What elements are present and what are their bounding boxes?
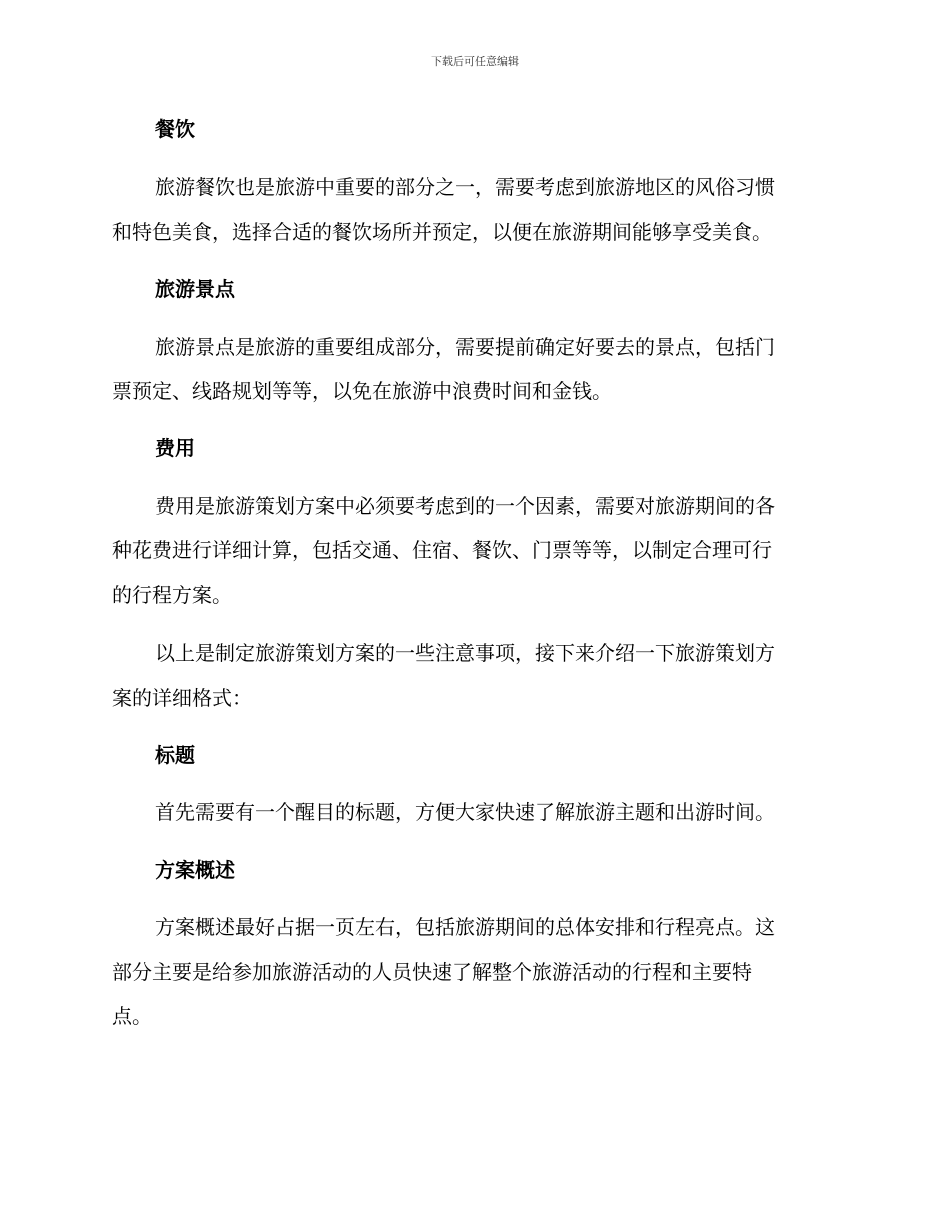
paragraph-cost-line-2: 种花费进行详细计算，包括交通、住宿、餐饮、门票等等，以制定合理可行	[112, 538, 772, 562]
heading-catering: 餐饮	[155, 117, 195, 141]
heading-title: 标题	[155, 743, 195, 767]
paragraph-intro-line-2: 案的详细格式：	[112, 686, 252, 710]
paragraph-overview-line-3: 点。	[112, 1004, 152, 1028]
paragraph-overview-line-1: 方案概述最好占据一页左右，包括旅游期间的总体安排和行程亮点。这	[155, 915, 775, 939]
heading-overview: 方案概述	[155, 858, 235, 882]
heading-attractions: 旅游景点	[155, 277, 235, 301]
paragraph-attractions-line-2: 票预定、线路规划等等，以免在旅游中浪费时间和金钱。	[112, 379, 612, 403]
paragraph-intro-line-1: 以上是制定旅游策划方案的一些注意事项，接下来介绍一下旅游策划方	[155, 641, 775, 665]
paragraph-catering-line-2: 和特色美食，选择合适的餐饮场所并预定，以便在旅游期间能够享受美食。	[112, 220, 772, 244]
paragraph-title-line-1: 首先需要有一个醒目的标题，方便大家快速了解旅游主题和出游时间。	[155, 800, 775, 824]
paragraph-cost-line-1: 费用是旅游策划方案中必须要考虑到的一个因素，需要对旅游期间的各	[155, 494, 775, 518]
heading-cost: 费用	[155, 436, 195, 460]
paragraph-overview-line-2: 部分主要是给参加旅游活动的人员快速了解整个旅游活动的行程和主要特	[112, 960, 752, 984]
paragraph-cost-line-3: 的行程方案。	[112, 583, 232, 607]
paragraph-attractions-line-1: 旅游景点是旅游的重要组成部分，需要提前确定好要去的景点，包括门	[155, 335, 775, 359]
paragraph-catering-line-1: 旅游餐饮也是旅游中重要的部分之一，需要考虑到旅游地区的风俗习惯	[155, 175, 775, 199]
page-header: 下载后可任意编辑	[431, 55, 519, 68]
